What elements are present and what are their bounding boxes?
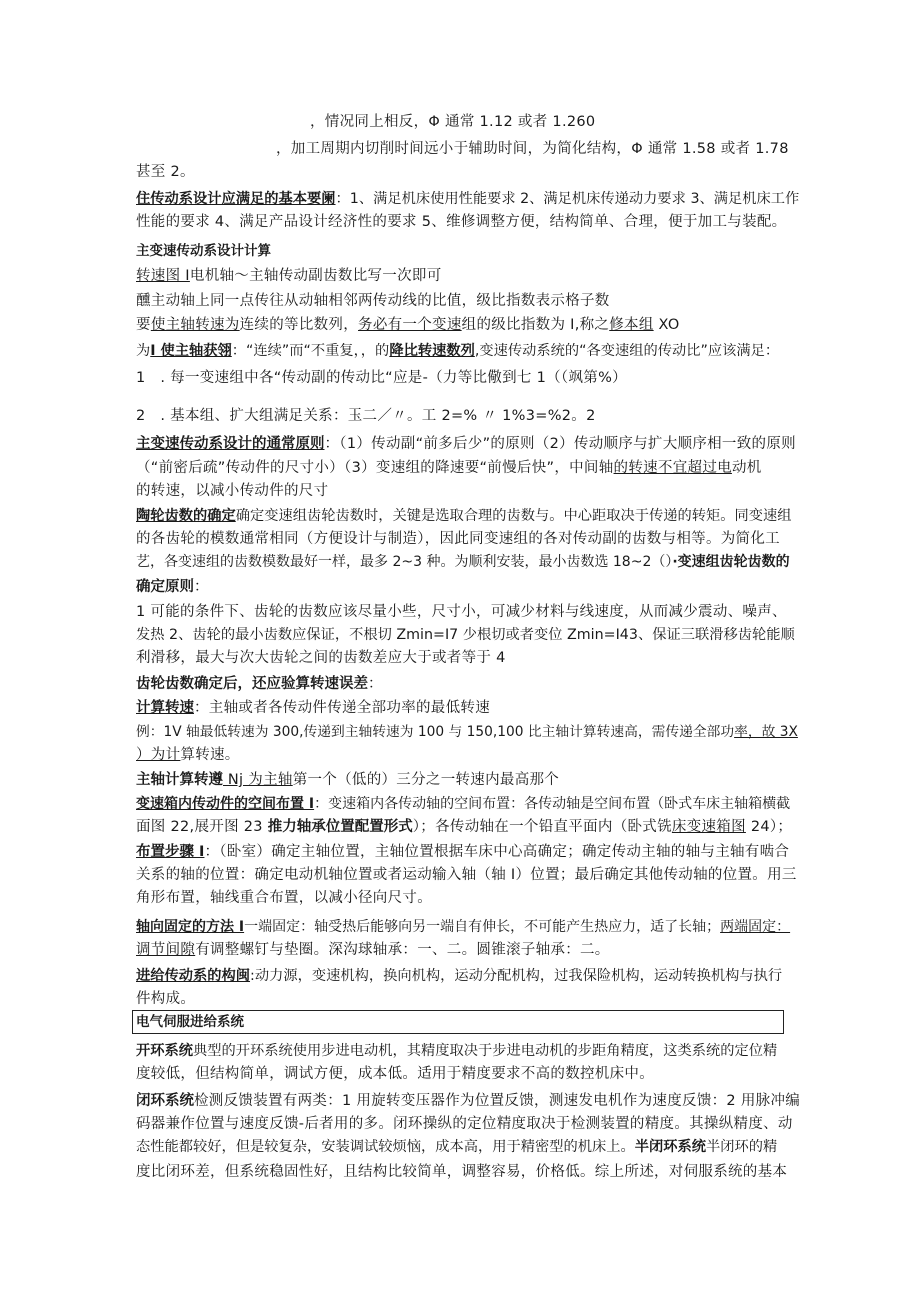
- text: 度比闭环差，但系统稳固性好，且结构比较简单，调整容易，价格低。综上所述，对伺服系统的基本: [136, 1164, 788, 1180]
- axial-line: [136, 916, 790, 938]
- text-line: [136, 887, 432, 909]
- text: 电机轴～主轴传动副齿数比写一次即可: [189, 268, 442, 284]
- text-line: [136, 816, 792, 838]
- text: 件构成。: [136, 991, 196, 1007]
- text: 的转速，以减小传动件的尺寸: [136, 483, 329, 499]
- text: 1 可能的条件下、齿轮的齿数应该尽量小些，尺寸小，可减少材料与线速度，从而减少震动、噪声、: [136, 604, 787, 620]
- closed-loop-heading: 闭环系统: [136, 1093, 194, 1109]
- text: ：变速箱内各传动轴的空间布置：各传动轴是空间布置（卧式车床主轴箱横截: [314, 796, 791, 812]
- text: 的各齿轮的模数通常相同（方便设计与制造），因此同变速组的各对传动副的齿数与相等。为简化工: [136, 531, 780, 547]
- text: 半闭环的精: [706, 1139, 778, 1155]
- text: 率，故 3X: [734, 724, 798, 740]
- section-heading: [136, 240, 271, 262]
- text: Nj 为主轴: [223, 772, 293, 788]
- text: 发热 2、齿轮的最小齿数应保证，不根切 Zmin=I7 少根切或者变位 Zmin=I43、保证三联滑移齿轮能顺: [136, 627, 795, 643]
- feed-line: [136, 965, 782, 987]
- text-line: [136, 1113, 793, 1135]
- text-line: [136, 551, 790, 573]
- text: 一端固定：轴受热后能够向另一端自有伸长，不可能产生热应力，适了长轴；: [244, 919, 721, 935]
- gear-teeth-line: [136, 505, 792, 527]
- text: 面图 22,展开图 23: [136, 819, 268, 835]
- text: 为: [136, 343, 151, 359]
- text: 1 . 每一变速组中各“传动副的传动比“应是-（力等比儆到七 1（（飒第%）: [136, 370, 627, 386]
- text: ：（卧室）确定主轴位置，主轴位置根据车床中心高确定；确定传动主轴的轴与主轴有啮合: [204, 844, 790, 860]
- text: ,变速传动系统的“各变速组的传动比”应该满足：: [474, 343, 780, 359]
- text: XO: [653, 317, 680, 333]
- feed-heading: 进给传动系的构闽: [136, 968, 251, 984]
- text-line: [310, 111, 595, 133]
- layout-line: [136, 793, 790, 815]
- text-line: [136, 457, 762, 479]
- text: 性能的要求 4、满足产品设计经济性的要求 5、维修调整方便，结构简单、合理，便于加工与装配。: [136, 214, 787, 230]
- list-item: [136, 367, 627, 389]
- text: 修本组: [609, 317, 654, 333]
- text: ）为计: [136, 747, 181, 763]
- text: 要: [136, 317, 151, 333]
- text: 动机: [731, 460, 762, 476]
- text: 的转速不宜超过电: [613, 460, 732, 476]
- text: ）；各传动轴在一个铅直平面内（卧式铣: [412, 819, 672, 835]
- closed-loop-line: [136, 1090, 800, 1112]
- speed-chart-heading: 转速图 I: [136, 268, 190, 284]
- section-box-title: 电气伺服进给系统: [136, 1014, 244, 1030]
- text-line: [136, 1136, 777, 1158]
- gear-teeth-heading: 陶轮齿数的确定: [136, 508, 236, 524]
- text: I 使主轴获翎: [150, 343, 232, 359]
- principles-heading: 主变速传动系设计的通常原则: [136, 436, 325, 452]
- text: ，情况同上相反，Φ 通常 1.12 或者 1.260: [310, 114, 596, 130]
- text-line: [136, 988, 195, 1010]
- text: ：1、满足机床使用性能要求 2、满足机床传递动力要求 3、满足机床工作: [335, 191, 800, 207]
- steps-heading: 布置步骤 I: [136, 844, 205, 860]
- text-line: [136, 721, 798, 743]
- text-line: [136, 647, 506, 669]
- text: 连续的等比数列，: [239, 317, 359, 333]
- text: ：: [194, 579, 209, 595]
- text-line: [136, 601, 787, 623]
- text: 床变速箱图: [671, 819, 746, 835]
- text-line: [136, 576, 209, 598]
- semi-closed-heading: 半闭环系统: [634, 1139, 707, 1155]
- text-line: [136, 624, 795, 646]
- text: 推力轴承位置配置形式: [267, 819, 413, 835]
- text: 使主轴转速为: [150, 317, 240, 333]
- text-line: [136, 939, 610, 961]
- continuity-line: [136, 340, 779, 362]
- text: 两端固定：: [720, 919, 791, 935]
- text: 码器兼作位置与速度反馈-后者用的多。闭环操纵的定位精度取决于检测装置的精度。其操纵精度、动: [136, 1116, 793, 1132]
- layout-heading: 变速箱内传动件的空间布置 I: [136, 796, 315, 812]
- text: ：主轴或者各传动件传递全部功率的最低转速: [194, 700, 490, 716]
- text: :动力源，变速机构，换向机构，运动分配机构，过我保险机构，运动转换机构与执行: [250, 968, 783, 984]
- open-loop-heading: 开环系统: [136, 1043, 194, 1059]
- text: 例：1V 轴最低转速为 300,传递到主轴转速为 100 与 150,100 比主轴计算转速高，需传递全部功: [136, 724, 735, 740]
- text-line: [136, 211, 786, 233]
- text-line: [136, 290, 610, 312]
- text-line: [136, 161, 195, 183]
- calc-speed-line: [136, 697, 490, 719]
- text-line: [136, 1063, 654, 1085]
- text: 利滑移，最大与次大齿轮之间的齿数差应大于或者等于 4: [136, 650, 506, 666]
- text: 调节间隙: [136, 942, 196, 958]
- text: 检测反馈装置有两类：1 用旋转变压器作为位置反馈，测速发电机作为速度反馈：2 用脉冲编: [194, 1093, 801, 1109]
- text: 算转速。: [180, 747, 240, 763]
- axial-heading: 轴向固定的方法 I: [136, 919, 245, 935]
- text: 态性能都较好，但是较复杂，安装调试较烦恼，成本高，用于精密型的机床上。: [136, 1139, 635, 1155]
- condition-line: [136, 314, 680, 336]
- text: ：: [368, 676, 383, 692]
- principles-line: [136, 433, 796, 455]
- spindle-calc-line: [136, 769, 559, 791]
- text: 务必有一个变速: [358, 317, 462, 333]
- text-line: [136, 864, 797, 886]
- requirements-heading: 住传动系设计应满足的基本要阑: [136, 191, 336, 207]
- text: 第一个（低的）三分之一转速内最高那个: [292, 772, 560, 788]
- text: 醺主动轴上同一点传往从动轴相邻两传动线的比值，级比指数表示格子数: [136, 293, 610, 309]
- text: ：“连续”而“不重复，，的: [231, 343, 390, 359]
- text-line: [136, 1161, 787, 1183]
- text: 角形布置，轴线重合布置，以减小径向尺寸。: [136, 890, 432, 906]
- text: 24）；: [745, 819, 793, 835]
- text: 甚至 2。: [136, 164, 195, 180]
- text-line: [136, 480, 328, 502]
- text-line: [136, 528, 780, 550]
- speed-chart-line: [136, 265, 442, 287]
- text: ：（1）传动副“前多后少”的原则（2）传动顺序与扩大顺序相一致的原则: [324, 436, 796, 452]
- text: 2 . 基本组、扩大组满足关系：玉二／〃。工 2=% 〃 1%3=%2。2: [136, 408, 596, 424]
- text: （“前密后疏”传动件的尺寸小）（3）变速组的降速要“前慢后快”，中间轴: [136, 460, 614, 476]
- text: ·变速组齿轮齿数的: [672, 554, 790, 570]
- steps-line: [136, 841, 789, 863]
- text: 确定原则: [136, 579, 194, 595]
- text: 降比转速数列: [389, 343, 475, 359]
- text: 度较低，但结构简单，调试方便，成本低。适用于精度要求不高的数控机床中。: [136, 1066, 654, 1082]
- text: 组的级比指数为 I,称之: [461, 317, 610, 333]
- verify-line: [136, 673, 383, 695]
- open-loop-line: [136, 1040, 777, 1062]
- list-item: [136, 405, 596, 427]
- text-line: [136, 744, 240, 766]
- requirements-line: [136, 188, 799, 210]
- text: 主变速传动系设计计算: [136, 243, 271, 259]
- verify-heading: 齿轮齿数确定后，还应验算转速误差: [136, 676, 368, 692]
- text: 关系的轴的位置：确定电动机轴位置或者运动输入轴（轴 I）位置；最后确定其他传动轴的位置。用三: [136, 867, 797, 883]
- text: 确定变速组齿轮齿数时，关键是选取合理的齿数与。中心距取决于传递的转矩。同变速组: [235, 508, 792, 524]
- text-line: [276, 138, 789, 160]
- text: 有调整螺钉与垫圈。深沟球轴承：一、二。圆锥滚子轴承：二。: [195, 942, 610, 958]
- section-box: [132, 1010, 784, 1034]
- text: ，加工周期内切削时间远小于辅助时间，为简化结构，Φ 通常 1.58 或者 1.78: [276, 141, 789, 157]
- calc-speed-heading: 计算转速: [136, 700, 194, 716]
- spindle-calc-heading: 主轴计算转遵: [136, 772, 223, 788]
- text: 艺，各变速组的齿数模数最好一样，最多 2~3 种。为顺利安装，最小齿数选 18~2（）: [136, 554, 673, 570]
- text: 典型的开环系统使用步进电动机，其精度取决于步进电动机的步距角精度，这类系统的定位精: [193, 1043, 778, 1059]
